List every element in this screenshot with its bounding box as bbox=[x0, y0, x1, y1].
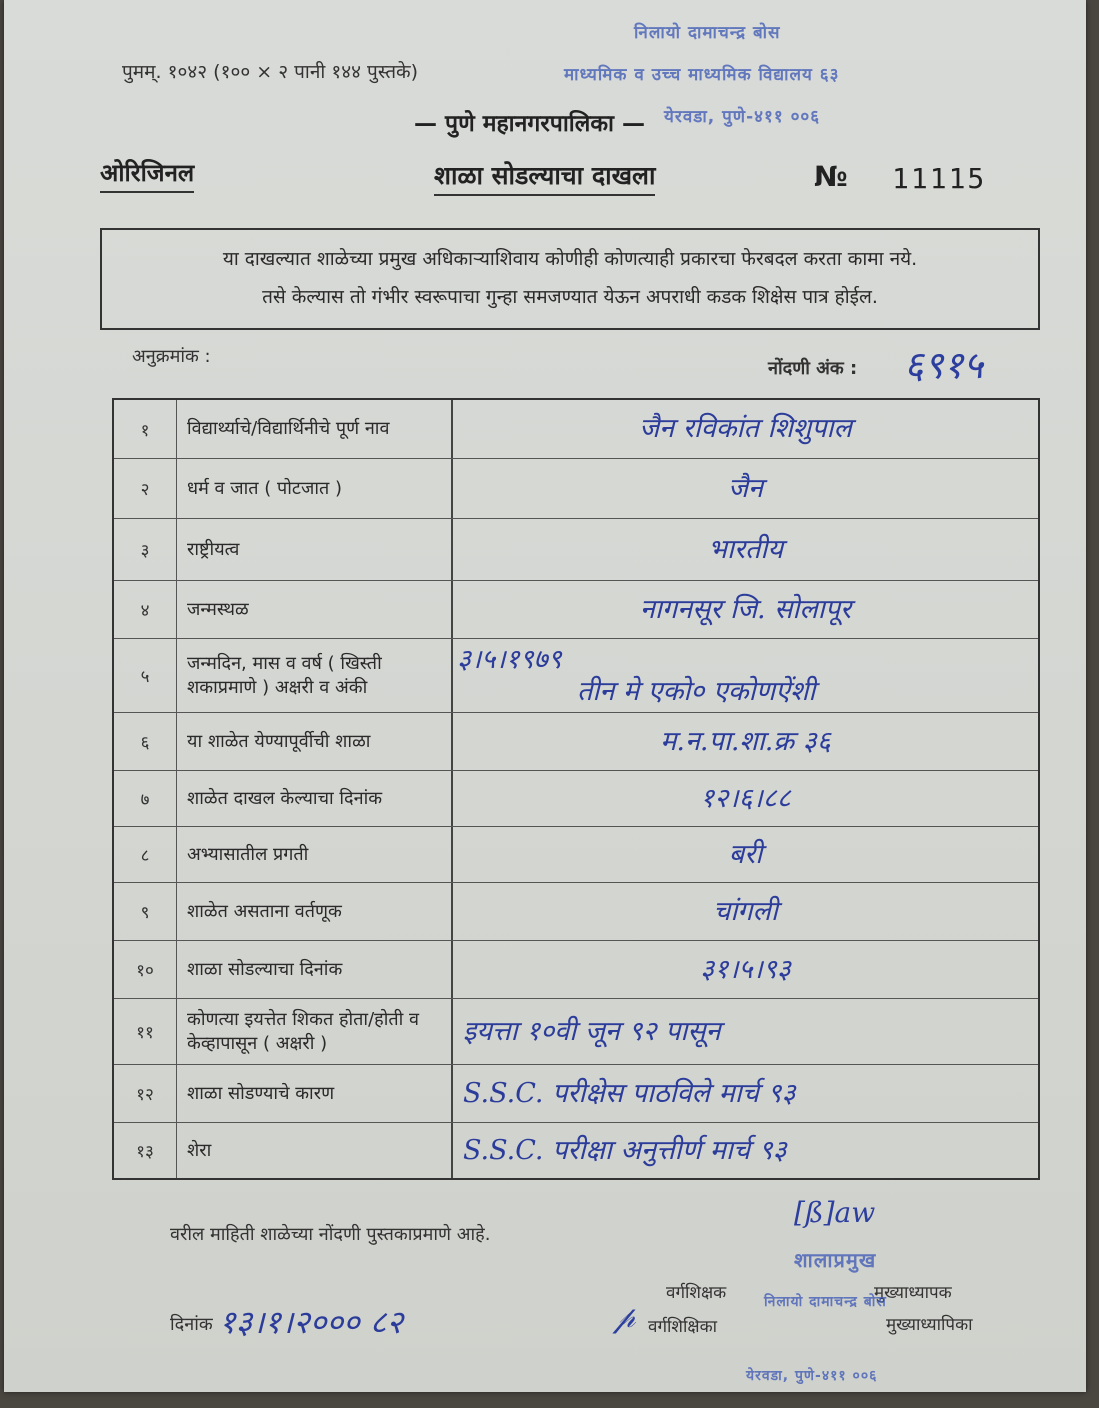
row-value-text: S.S.C. परीक्षा अनुत्तीर्ण मार्च ९३ bbox=[463, 1134, 787, 1166]
school-stamp-line2: माध्यमिक व उच्च माध्यमिक विद्यालय ६३ bbox=[564, 65, 840, 85]
row-value bbox=[453, 1123, 1038, 1178]
school-stamp-line1: निलायो दामाचन्द्र बोस bbox=[634, 23, 781, 43]
school-stamp-bottom-address: येरवडा, पुणे-४११ ००६ bbox=[746, 1368, 878, 1384]
class-teacher-f-label: वर्गशिक्षिका bbox=[648, 1317, 718, 1337]
row-label: धर्म व जात ( पोटजात ) bbox=[177, 459, 453, 518]
serial-label: अनुक्रमांक : bbox=[132, 346, 211, 367]
class-teacher-label: वर्गशिक्षक bbox=[666, 1283, 727, 1303]
row-value bbox=[453, 883, 1038, 940]
certificate-number: 11115 bbox=[892, 162, 987, 195]
table-row bbox=[114, 940, 1038, 998]
table-row bbox=[114, 1064, 1038, 1122]
head-signature: [ß]aw bbox=[794, 1196, 876, 1229]
row-value-text: चांगली bbox=[713, 895, 778, 927]
row-number: ५ bbox=[114, 639, 177, 712]
row-value-text: जैन bbox=[727, 472, 764, 504]
registration-label: नोंदणी अंक : bbox=[768, 358, 858, 379]
row-value bbox=[453, 581, 1038, 638]
row-value bbox=[453, 400, 1038, 458]
row-value bbox=[453, 459, 1038, 518]
original-label: ओरिजिनल bbox=[100, 156, 194, 193]
issue-date: १३।१।२००० ८२ bbox=[219, 1303, 404, 1341]
row-label: शाळा सोडल्याचा दिनांक bbox=[177, 941, 453, 998]
row-value bbox=[453, 941, 1038, 998]
row-label: शाळेत असताना वर्तणूक bbox=[177, 883, 453, 940]
row-number: ६ bbox=[114, 713, 177, 770]
table-row bbox=[114, 458, 1038, 518]
row-label: शेरा bbox=[177, 1123, 453, 1178]
row-value-text: १२।६।८८ bbox=[700, 782, 791, 814]
table-row bbox=[114, 518, 1038, 580]
table-row bbox=[114, 770, 1038, 826]
row-label: राष्ट्रीयत्व bbox=[177, 519, 453, 580]
row-value bbox=[453, 519, 1038, 580]
registration-value: ६९१५ bbox=[904, 343, 984, 387]
row-value bbox=[453, 639, 1038, 712]
row-label: शाळेत दाखल केल्याचा दिनांक bbox=[177, 771, 453, 826]
row-value bbox=[453, 827, 1038, 882]
row-value-text: नागनसूर जि. सोलापूर bbox=[639, 593, 852, 625]
table-row bbox=[114, 638, 1038, 712]
table-row bbox=[114, 400, 1038, 458]
row-value-text: जैन रविकांत शिशुपाल bbox=[639, 413, 852, 444]
head-stamp: शालाप्रमुख bbox=[794, 1248, 877, 1272]
row-number: १० bbox=[114, 941, 177, 998]
table-row bbox=[114, 826, 1038, 882]
row-number: ८ bbox=[114, 827, 177, 882]
row-number: १२ bbox=[114, 1065, 177, 1122]
class-teacher-signature: 𝓅 bbox=[614, 1300, 636, 1335]
warning-line-1: या दाखल्यात शाळेच्या प्रमुख अधिकाऱ्याशिवाय कोणीही कोणत्याही प्रकारचा फेरबदल करता कामा नये. bbox=[222, 248, 918, 270]
row-number: ७ bbox=[114, 771, 177, 826]
page-title: शाळा सोडल्याचा दाखला bbox=[434, 158, 655, 196]
row-value bbox=[453, 999, 1038, 1064]
row-value-text: बरी bbox=[728, 838, 763, 870]
certificate-table bbox=[112, 398, 1040, 1180]
corporation-name: — पुणे महानगरपालिका — bbox=[414, 111, 645, 137]
row-label: जन्मस्थळ bbox=[177, 581, 453, 638]
row-value-text-2: तीन मे एको० एकोणऐंशी bbox=[577, 675, 816, 707]
row-label: विद्यार्थ्याचे/विद्यार्थिनीचे पूर्ण नाव bbox=[177, 400, 453, 458]
school-stamp-bottom: निलायो दामाचन्द्र बोस bbox=[764, 1294, 887, 1310]
row-value bbox=[453, 1065, 1038, 1122]
row-number: २ bbox=[114, 459, 177, 518]
table-row bbox=[114, 712, 1038, 770]
headmistress-label: मुख्याध्यापिका bbox=[886, 1315, 973, 1335]
row-number: ४ bbox=[114, 581, 177, 638]
warning-line-2: तसे केल्यास तो गंभीर स्वरूपाचा गुन्हा समजण्यात येऊन अपराधी कडक शिक्षेस पात्र होईल. bbox=[262, 286, 878, 308]
table-row bbox=[114, 882, 1038, 940]
school-stamp-line3: येरवडा, पुणे-४११ ००६ bbox=[664, 107, 821, 127]
row-label: कोणत्या इयत्तेत शिकत होता/होती व केव्हापासून ( अक्षरी ) bbox=[177, 999, 453, 1064]
row-value-text: S.S.C. परीक्षेस पाठविले मार्च ९३ bbox=[463, 1077, 796, 1109]
date-label: दिनांक bbox=[170, 1314, 213, 1335]
row-label: अभ्यासातील प्रगती bbox=[177, 827, 453, 882]
headmaster-label: मुख्याध्यापक bbox=[874, 1283, 952, 1303]
row-label: या शाळेत येण्यापूर्वीची शाळा bbox=[177, 713, 453, 770]
certificate-sheet bbox=[4, 0, 1086, 1392]
row-number: ३ bbox=[114, 519, 177, 580]
row-value-text: ३१।५।९३ bbox=[700, 953, 791, 985]
footer-note: वरील माहिती शाळेच्या नोंदणी पुस्तकाप्रमाणे आहे. bbox=[170, 1224, 491, 1245]
row-value-text: म.न.पा.शा.क्र ३६ bbox=[660, 725, 831, 757]
row-value-text: भारतीय bbox=[707, 533, 784, 565]
row-label: जन्मदिन, मास व वर्ष ( खिस्ती शकाप्रमाणे ) अक्षरी व अंकी bbox=[177, 639, 453, 712]
row-number: १ bbox=[114, 400, 177, 458]
number-label: № bbox=[814, 160, 848, 193]
row-number: ११ bbox=[114, 999, 177, 1064]
row-value bbox=[453, 771, 1038, 826]
row-value bbox=[453, 713, 1038, 770]
table-row bbox=[114, 998, 1038, 1064]
row-value-text: इयत्ता १०वी जून ९२ पासून bbox=[463, 1015, 721, 1047]
print-line: पुमम्. १०४२ (१०० × २ पानी १४४ पुस्तके) bbox=[122, 61, 419, 83]
warning-box bbox=[100, 228, 1040, 330]
row-number: ९ bbox=[114, 883, 177, 940]
row-value-text: ३।५।१९७९ bbox=[457, 643, 562, 675]
row-label: शाळा सोडण्याचे कारण bbox=[177, 1065, 453, 1122]
table-row bbox=[114, 580, 1038, 638]
row-number: १३ bbox=[114, 1123, 177, 1178]
table-row bbox=[114, 1122, 1038, 1178]
